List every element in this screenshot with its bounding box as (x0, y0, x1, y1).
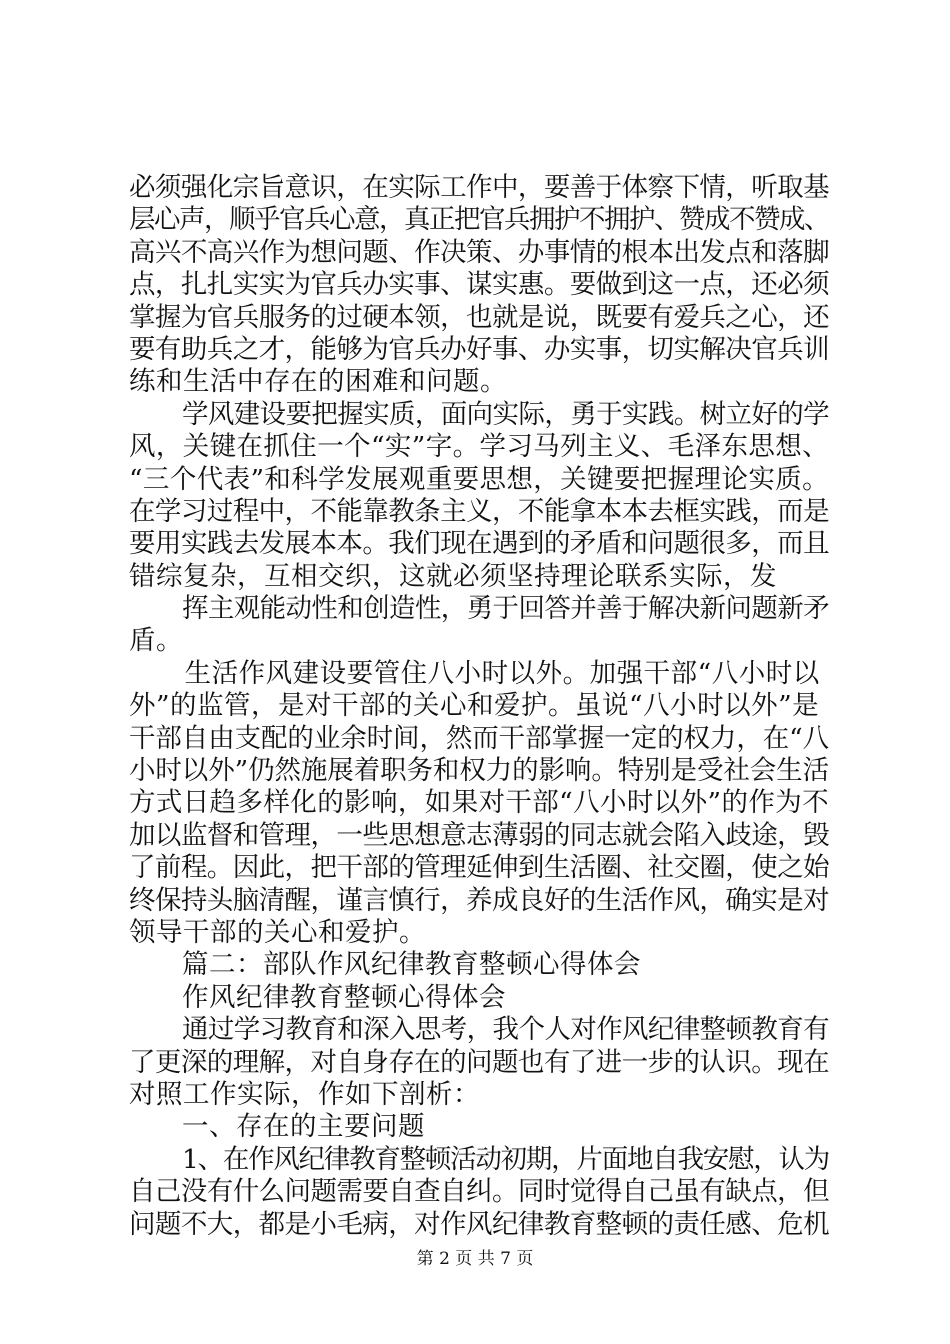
text-line: 高兴不高兴作为想问题、作决策、办事情的根本出发点和落脚 (129, 236, 829, 268)
text-line: “三个代表”和科学发展观重要思想，关键要把握理论实质。 (129, 463, 829, 495)
text-line: 一、存在的主要问题 (182, 1111, 425, 1143)
text-line: 作风纪律教育整顿心得体会 (182, 981, 506, 1013)
text-line: 干部自由支配的业余时间，然而干部掌握一定的权力，在“八 (129, 722, 829, 754)
text-line: 篇二：部队作风纪律教育整顿心得体会 (182, 949, 641, 981)
text-line: 领导干部的关心和爱护。 (129, 916, 426, 948)
text-line: 层心声，顺乎官兵心意，真正把官兵拥护不拥护、赞成不赞成、 (129, 204, 829, 236)
text-line: 1、在作风纪律教育整顿活动初期，片面地自我安慰，认为 (182, 1143, 829, 1175)
text-line: 在学习过程中，不能靠教条主义，不能拿本本去框实践，而是 (129, 495, 829, 527)
text-line: 错综复杂，互相交织，这就必须坚持理论联系实际，发 (129, 560, 777, 592)
text-line: 练和生活中存在的困难和问题。 (129, 366, 507, 398)
text-line: 外”的监管，是对干部的关心和爱护。虽说“八小时以外”是 (129, 690, 820, 722)
document-body (129, 172, 829, 1241)
text-line: 问题不大，都是小毛病，对作风纪律教育整顿的责任感、危机 (129, 1208, 829, 1240)
text-line: 掌握为官兵服务的过硬本领，也就是说，既要有爱兵之心，还 (129, 301, 829, 333)
text-line: 终保持头脑清醒，谨言慎行，养成良好的生活作风，确实是对 (129, 884, 829, 916)
text-line: 方式日趋多样化的影响，如果对干部“八小时以外”的作为不 (129, 787, 829, 819)
text-line: 挥主观能动性和创造性，勇于回答并善于解决新问题新矛 (182, 593, 829, 625)
text-line: 必须强化宗旨意识，在实际工作中，要善于体察下情，听取基 (129, 172, 829, 203)
text-line: 对照工作实际，作如下剖析： (129, 1078, 480, 1110)
text-line: 小时以外”仍然施展着职务和权力的影响。特别是受社会生活 (129, 755, 829, 787)
text-line: 生活作风建设要管住八小时以外。加强干部“八小时以 (184, 657, 820, 689)
text-line: 学风建设要把握实质，面向实际，勇于实践。树立好的学 (182, 398, 829, 430)
text-line: 了更深的理解，对自身存在的问题也有了进一步的认识。现在 (129, 1046, 829, 1078)
page-footer: 第 2 页 共 7 页 (416, 1249, 534, 1269)
text-line: 自己没有什么问题需要自查自纠。同时觉得自己虽有缺点，但 (129, 1176, 829, 1208)
text-line: 盾。 (129, 625, 183, 657)
text-line: 要用实践去发展本本。我们现在遇到的矛盾和问题很多，而且 (129, 528, 829, 560)
text-line: 要有助兵之才，能够为官兵办好事、办实事，切实解决官兵训 (129, 333, 829, 365)
text-line: 了前程。因此，把干部的管理延伸到生活圈、社交圈，使之始 (129, 852, 829, 884)
text-line: 通过学习教育和深入思考，我个人对作风纪律整顿教育有 (182, 1014, 829, 1046)
text-line: 加以监督和管理，一些思想意志薄弱的同志就会陷入歧途，毁 (129, 819, 829, 851)
text-line: 点，扎扎实实为官兵办实事、谋实惠。要做到这一点，还必须 (129, 269, 829, 301)
text-line: 风，关键在抓住一个“实”字。学习马列主义、毛泽东思想、 (129, 431, 829, 463)
